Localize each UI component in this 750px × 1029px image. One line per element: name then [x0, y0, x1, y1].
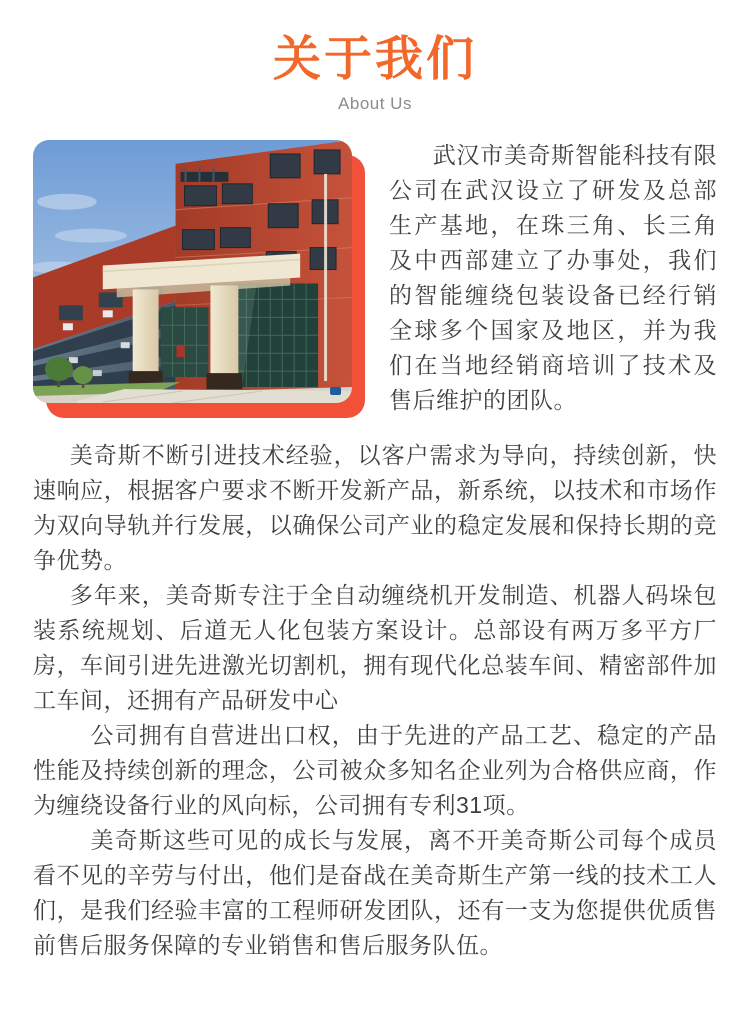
about-paragraph-5: 美奇斯这些可见的成长与发展，离不开美奇斯公司每个成员看不见的辛劳与付出，他们是奋战在美奇斯生产第一线的技术工人们，是我们经验丰富的工程师研发团队，还有一支为您提供优质售前售后服务保障的专业销售和售后服务队伍。	[33, 827, 717, 958]
company-photo-block	[33, 140, 365, 432]
about-paragraph-2: 美奇斯不断引进技术经验，以客户需求为导向，持续创新，快速响应，根据客户要求不断开发新产品，新系统，以技术和市场作为双向导轨并行发展，以确保公司产业的稳定发展和保持长期的竞争优势。	[33, 442, 717, 573]
company-building-photo	[33, 140, 352, 403]
page-subtitle: About Us	[338, 94, 412, 113]
page-title: 关于我们	[272, 33, 477, 86]
building-illustration	[33, 140, 352, 403]
about-paragraph-3: 多年来，美奇斯专注于全自动缠绕机开发制造、机器人码垛包装系统规划、后道无人化包装方案设计。总部设有两万多平方厂房，车间引进先进激光切割机，拥有现代化总装车间、精密部件加工车间，还拥有产品研发中心	[33, 582, 717, 713]
about-content	[33, 138, 717, 963]
about-paragraph-1: 武汉市美奇斯智能科技有限公司在武汉设立了研发及总部生产基地，在珠三角、长三角及中西部建立了办事处，我们的智能缠绕包装设备已经行销全球多个国家及地区，并为我们在当地经销商培训了技术及售后维护的团队。	[389, 142, 717, 413]
about-paragraph-4: 公司拥有自营进出口权，由于先进的产品工艺、稳定的产品性能及持续创新的理念，公司被众多知名企业列为合格供应商，作为缠绕设备行业的风向标，公司拥有专利31项。	[33, 722, 717, 818]
